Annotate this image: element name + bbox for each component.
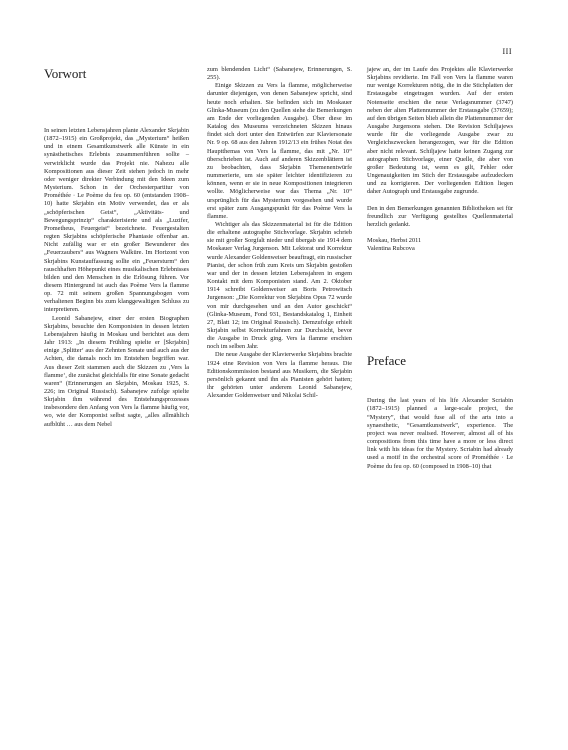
page-number: III <box>502 47 512 56</box>
paragraph: Wichtiger als das Skizzenmaterial ist für die Edition die erhaltene autographe Stichvorlage. Skrjabin schrieb sie mit großer Sorgfalt nieder und übergab sie 1914 dem Moskauer Verlag Jurgenson. Mit Lektorat und Korrektur wurde Alexander Goldenweiser beauftragt, ein russischer Pianist, der schon früh zum Kreis um Skrjabin gestoßen war und der in dessen letzten Lebensjahren in engem Kontakt mit dem Komponisten stand. Am 2. Oktober 1914 schreibt Goldenweiser an Boris Petrowitsch Jurgenson: „Die Korrektur von Skrjabins Opus 72 wurde von mir durchgesehen und an den Autor geschickt“ (Glinka-Museum, Fond 931, Bestandskatalog 1, Einheit 27, Blatt 12; im Original Russisch). Demzufolge erhielt Skrjabin selbst Korrekturfahnen zur Durchsicht, bevor die Ausgabe in Druck ging. Vers la flamme erschien noch im selben Jahr. <box>207 220 352 351</box>
heading-vorwort: Vorwort <box>44 66 87 81</box>
heading-preface: Preface <box>367 353 406 369</box>
paragraph: jajew an, der im Laufe des Projektes alle Klavierwerke Skrjabins revidierte. Im Fall von Vers la flamme waren nur wenige Korrekturen nötig, die in die Stichplatten der Erstausgabe eingetragen wurden. Auf der ersten Notenseite erschien die neue Verlagsnummer (3747) neben der alten Plattennummer der Erstausgabe (37659); auf den übrigen Seiten blieb allein die Plattennummer der Ausgabe Jurgensons stehen. Die Revision Schiljajews wurde für die vorliegende Ausgabe zwar zu Vergleichszwecken herangezogen, war für die Edition aber nicht relevant. Schiljajew hatte keinen Zugang zur autographen Stichvorlage, einer Quelle, die aber von großer Bedeutung ist, wenn es gilt, Fehler oder Ungenauigkeiten im Stich der Erstausgabe aufzudecken und zu korrigieren. Der vorliegenden Edition liegen daher Autograph und Erstausgabe zugrunde. <box>367 66 513 196</box>
paragraph: In seinen letzten Lebensjahren plante Alexander Skrjabin (1872–1915) ein Großprojekt, das „Mysterium“ heißen und in einem Gesamtkunstwerk alle Künste in ein synästhetisches Erlebnis zusammenführen sollte – verwirklicht wurde das Projekt nie. Nahezu alle Kompositionen aus dieser Zeit stehen jedoch in mehr oder weniger direkter Verbindung mit den Ideen zum Mysterium. Schon in der Orchesterpartitur von Prométhée · Le Poème du feu op. 60 (entstanden 1908–10) hatte Skrjabin ein Motiv verwendet, das er als „schöpferischen Geist“, „Aktivitäts- und Bewegungsprinzip“ charakterisierte und als „Luzifer, Prometheus, Feuergeist“ bezeichnete. Feuergestalten regten Skrjabins schöpferische Phantasie offenbar an. Nicht zufällig war er ein großer Bewunderer des „Feuerzaubers“ aus Wagners Walküre. Im Horizont von Skrjabins Kunstauffassung sollte ein „Feuersturm“ den rauschhaften Höhepunkt eines musikalischen Erlebnisses bilden und den Menschen in die Erlösung führen. Vor diesem Hintergrund ist auch das Poème Vers la flamme op. 72 mit seinem großen Spannungsbogen vom verhaltenen Beginn bis zum klanggewaltigen Schluss zu interpretieren. <box>44 127 189 314</box>
place-date: Moskau, Herbst 2011 <box>367 236 422 244</box>
author-name: Valentina Rubcova <box>367 245 415 253</box>
column-right <box>367 66 513 471</box>
paragraph: Leonid Sabanejew, einer der ersten Biographen Skrjabins, besuchte den Komponisten in dessen letzten Lebensjahren häufig in Moskau und berichtet aus dem Jahr 1913: „In diesem Frühling spielte er [Skrjabin] einige ‚Splitter‘ aus der Zehnten Sonate und auch aus der Achten, die damals noch im Entstehen begriffen war. Aus dieser Zeit stammen auch die Skizzen zu ‚Vers la flamme‘, die zunächst gleichfalls für eine Sonate gedacht waren“ (Erinnerungen an Skrjabin, Moskau 1925, S. 226; im Original Russisch). Sabanejew zufolge spielte Skrjabin ihm während des Entstehungsprozesses insbesondere den Anfang von Vers la flamme häufig vor, wo, wie der Komponist selbst sagte, „alles allmählich aufblüht … aus dem Nebel <box>44 314 189 428</box>
paragraph: Einige Skizzen zu Vers la flamme, möglicherweise darunter diejenigen, von denen Sabanejew spricht, sind heute noch erhalten. Sie befinden sich im Moskauer Glinka-Museum (zu den Quellen siehe die Bemerkungen am Ende der vorliegenden Ausgabe). Über diese im Katalog des Museums verzeichneten Skizzen hinaus findet sich dort unter den Entwürfen zur Klaviersonate Nr. 9 op. 68 aus den Jahren 1912/13 ein frühes Notat des Hauptthemas von Vers la flamme, das mit „Nr. 10“ überschrieben ist. Auch auf anderen Skizzenblättern ist zu beobachten, dass Skrjabin Themenentwürfe nummerierte, um sie später leichter identifizieren zu können, wenn er sie in neue Kompositionen integrieren wollte. Möglicherweise war das Thema „Nr. 10“ ursprünglich für das Mysterium vorgesehen und wurde erst später zum Ausgangspunkt für das Poème Vers la flamme. <box>207 82 352 220</box>
paragraph: During the last years of his life Alexander Scriabin (1872–1915) planned a large-scale project, the “Mystery”, that would fuse all of the arts into a synaesthetic, “Gesamtkunstwerk”, experience. The project was never realised. However, almost all of his compositions from this time have a more or less direct link with his ideas for the Mystery. Scriabin had already used a motif in the orchestral score of Prométhée · Le Poème du feu op. 60 (composed in 1908–10) that <box>367 397 513 470</box>
column-left <box>44 66 189 429</box>
paragraph: Den in den Bemerkungen genannten Bibliotheken sei für freundlich zur Verfügung gestelltes Quellenmaterial herzlich gedankt. <box>367 204 513 228</box>
column-middle <box>207 66 352 400</box>
paragraph: Die neue Ausgabe der Klavierwerke Skrjabins brachte 1924 eine Revision von Vers la flamme heraus. Die Editionskommission bestand aus Musikern, die Skrjabin persönlich gekannt und ihn als Pianisten gehört hatten; ihr gehörten unter anderem Leonid Sabanejew, Alexander Goldenweiser und Nikolai Schil- <box>207 351 352 400</box>
paragraph: zum blendenden Licht“ (Sabanejew, Erinnerungen, S. 255). <box>207 66 352 82</box>
